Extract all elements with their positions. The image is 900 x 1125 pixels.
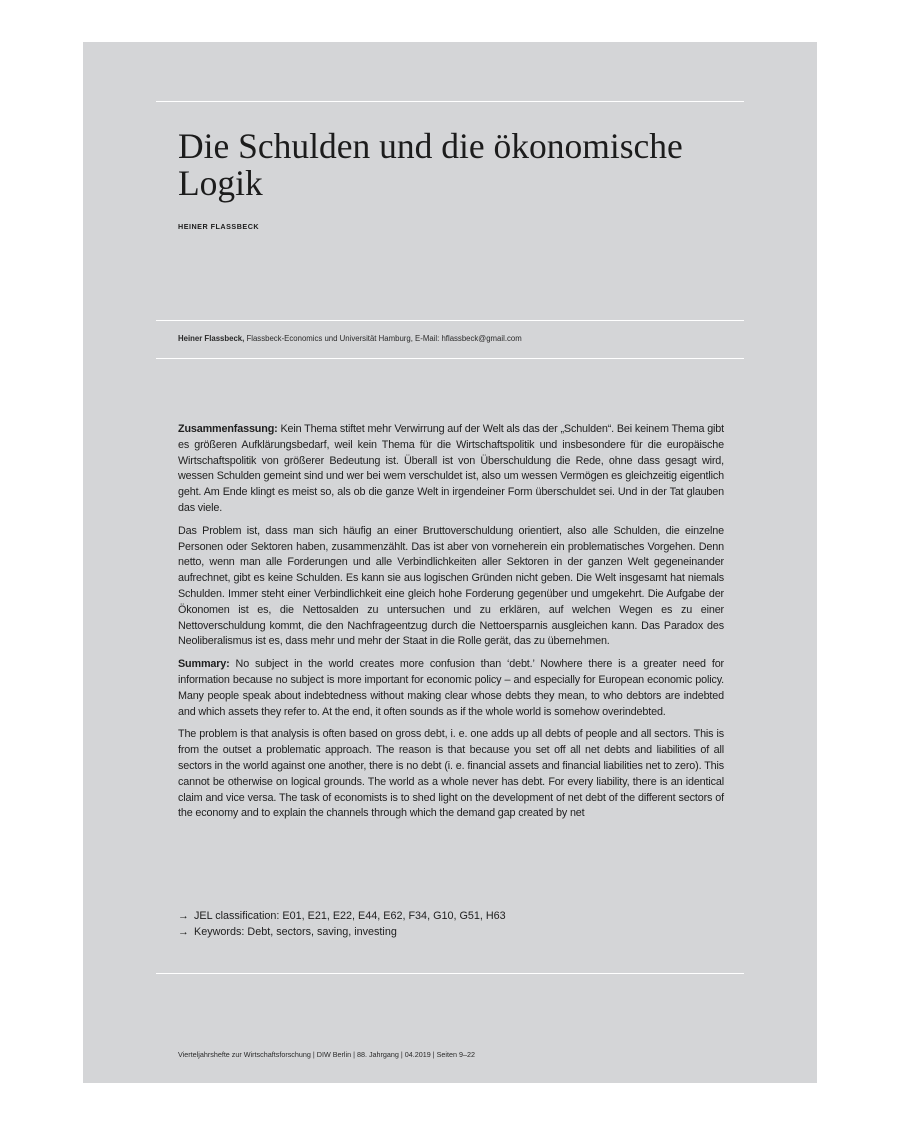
abstract-en-lead: Summary: [178,658,230,671]
keywords-line [178,925,506,941]
jel-line [178,909,506,925]
abstract-section [178,422,724,829]
affiliation-author-name: Heiner Flassbeck, [178,334,245,343]
affiliation-top-rule [156,320,744,321]
abstract-de-paragraph-1 [178,422,724,517]
abstract-de-lead: Zusammenfassung: [178,423,278,435]
arrow-right-icon: → [178,925,189,938]
affiliation-bottom-rule [156,358,744,359]
keywords: Keywords: Debt, sectors, saving, investing [194,925,397,938]
abstract-en-paragraph-2: The problem is that analysis is often based on gross debt, i. e. one adds up all debts of people and all sectors. This is from the outset a problematic approach. The reason is that because you set off all net debts and liabilities of all sectors in the world against one another, there is no debt (i. e. financial assets and financial liabilities net to zero). This cannot be otherwise on logical grounds. The world as a whole never has debt. For every liability, there is an identical claim and vice versa. The task of economists is to shed light on the development of net debt of the different sectors of the economy and to explain the channels through which the demand gap created by net [178,728,724,820]
bottom-rule [156,973,744,974]
classification-list [178,909,506,940]
abstract-en-text-1: No subject in the world creates more confusion than ‘debt.’ Nowhere there is a greater need for information because no subject is more important for economic policy – and especially for European economic policy. Many people speak about indebtedness without making clear whose debts they mean, to who debtors are indebted and which assets they refer to. At the end, it often sounds as if the whole world is somehow overindebted. [178,658,724,718]
article-title: Die Schulden und die ökonomische Logik [178,126,683,203]
journal-page [83,42,817,1083]
abstract-de-paragraph-2: Das Problem ist, dass man sich häufig an einer Bruttoverschuldung orientiert, also alle Schulden, die einzelne Personen oder Sektoren haben, zusammenzählt. Das ist aber von vorneherein ein problematisches Vorgehen. Denn netto, wenn man alle Forderungen und alle Verbindlichkeiten aller Sektoren in der ganzen Welt gegeneinander aufrechnet, gibt es keine Schulden. Es kann sie aus logischen Gründen nicht geben. Die Welt insgesamt hat niemals Schulden. Immer steht einer Verbindlichkeit eine gleich hohe Forderung gegenüber und umgekehrt. Die Aufgabe der Ökonomen ist es, die Nettosalden zu untersuchen und zu erklären, auf welchen Wegen es zu einer Nettoverschuldung kommt, die den Nachfrageentzug durch die Nettoersparnis ausgleichen kann. Das Paradox des Neoliberalismus ist es, dass mehr und mehr der Staat in die Rolle gerät, das zu übernehmen. [178,524,724,648]
abstract-en-paragraph-1 [178,657,724,720]
author-affiliation [178,334,522,343]
article-author: HEINER FLASSBECK [178,222,260,231]
arrow-right-icon: → [178,910,189,922]
top-rule [156,101,744,102]
affiliation-details: Flassbeck-Economics und Universität Hamburg, E-Mail: hflassbeck@gmail.com [244,334,522,343]
journal-footer: Vierteljahrshefte zur Wirtschaftsforschung | DIW Berlin | 88. Jahrgang | 04.2019 | Seiten 9–22 [178,1050,475,1059]
abstract-de-text-1: Kein Thema stiftet mehr Verwirrung auf der Welt als das der „Schulden“. Bei keinem Thema gibt es größeren Aufklärungsbedarf, weil kein Thema für die Wirtschaftspolitik und insbesondere für die europäische Wirtschaftspolitik von größerer Bedeutung ist. Überall ist von Überschuldung die Rede, ohne dass gesagt wird, wessen Schulden gemeint sind und wer bei wem verschuldet ist, also um wessen Vermögen es gleichzeitig eigentlich geht. Am Ende klingt es meist so, als ob die ganze Welt in irgendeiner Form überschuldet sei. Und in der Tat glauben das viele. [178,423,724,514]
jel-classification: JEL classification: E01, E21, E22, E44, E62, F34, G10, G51, H63 [194,910,506,922]
